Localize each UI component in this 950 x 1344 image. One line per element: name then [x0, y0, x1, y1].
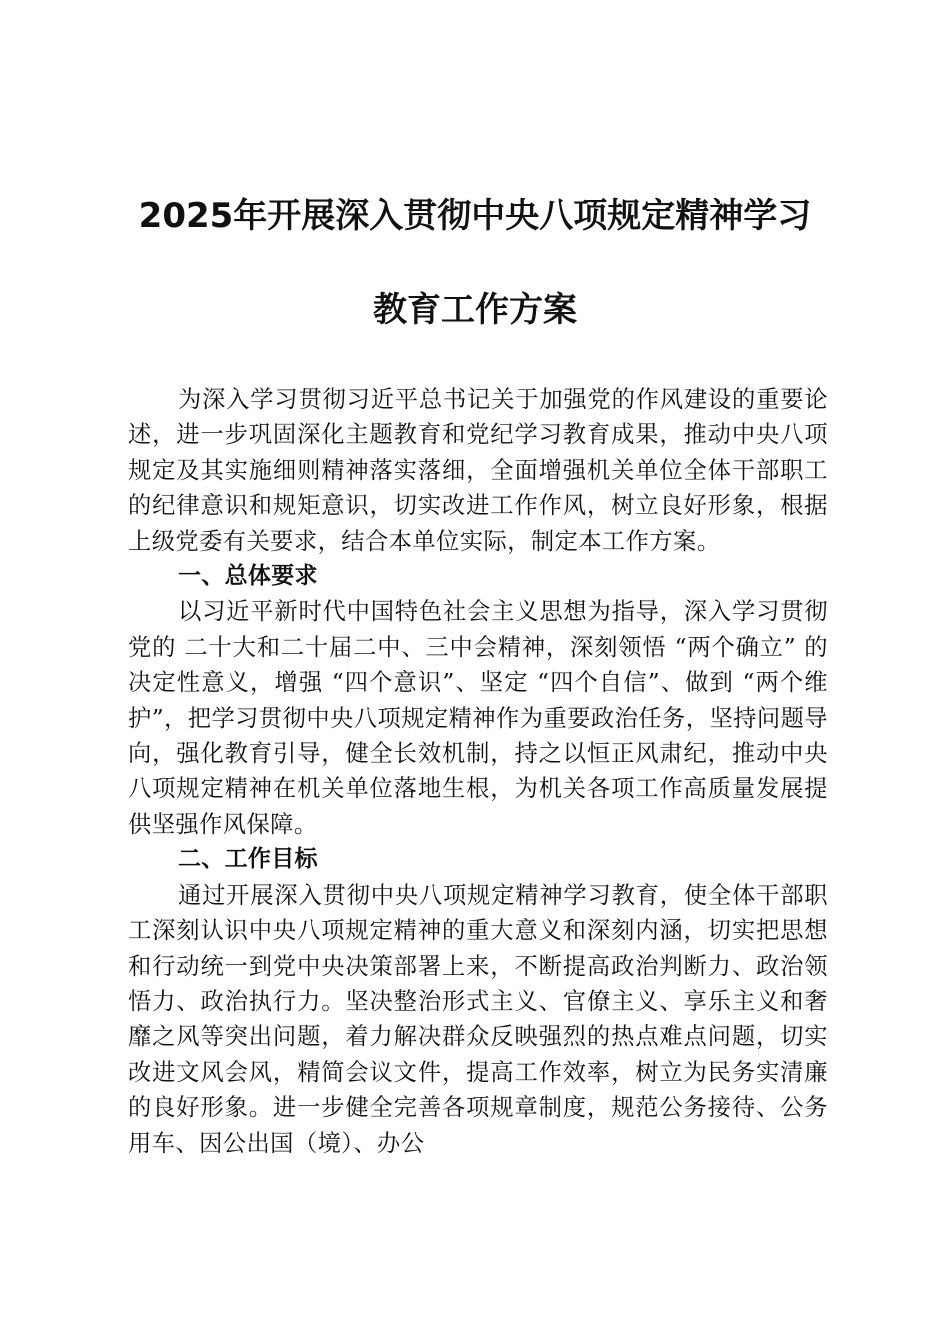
- section-paragraph-work-goals: 通过开展深入贯彻中央八项规定精神学习教育，使全体干部职工深刻认识中央八项规定精神的重大意义和深刻内涵，切实把思想和行动统一到党中央决策部署上来，不断提高政治判断力、政治领悟力、政治执行力。坚决整治形式主义、官僚主义、享乐主义和奢靡之风等突出问题，着力解决群众反映强烈的热点难点问题，切实改进文风会风，精简会议文件，提高工作效率，树立为民务实清廉的良好形象。进一步健全完善各项规章制度，规范公务接待、公务用车、因公出国（境）、办公: [128, 881, 828, 1157]
- document-body: [128, 382, 828, 1161]
- section-heading-work-goals: 二、工作目标: [178, 846, 318, 873]
- document-title-line-1: 2025年开展深入贯彻中央八项规定精神学习: [138, 196, 812, 236]
- section-paragraph-general-requirements: 以习近平新时代中国特色社会主义思想为指导，深入学习贯彻党的 二十大和二十届二中、三中会精神，深刻领悟 “两个确立” 的决定性意义，增强 “四个意识”、坚定 “四个自信”、做到 “两个维护”，把学习贯彻中央八项规定精神作为重要政治任务，坚持问题导向，强化教育引导，健全长效机制，持之以恒正风肃纪，推动中央八项规定精神在机关单位落地生根，为机关各项工作高质量发展提供坚强作风保障。: [128, 598, 828, 838]
- document-title-line-2: 教育工作方案: [373, 290, 577, 330]
- intro-paragraph: 为深入学习贯彻习近平总书记关于加强党的作风建设的重要论述，进一步巩固深化主题教育和党纪学习教育成果，推动中央八项规定及其实施细则精神落实落细，全面增强机关单位全体干部职工的纪律意识和规矩意识，切实改进工作作风，树立良好形象，根据上级党委有关要求，结合本单位实际，制定本工作方案。: [128, 386, 828, 555]
- section-heading-general-requirements: 一、总体要求: [178, 563, 318, 590]
